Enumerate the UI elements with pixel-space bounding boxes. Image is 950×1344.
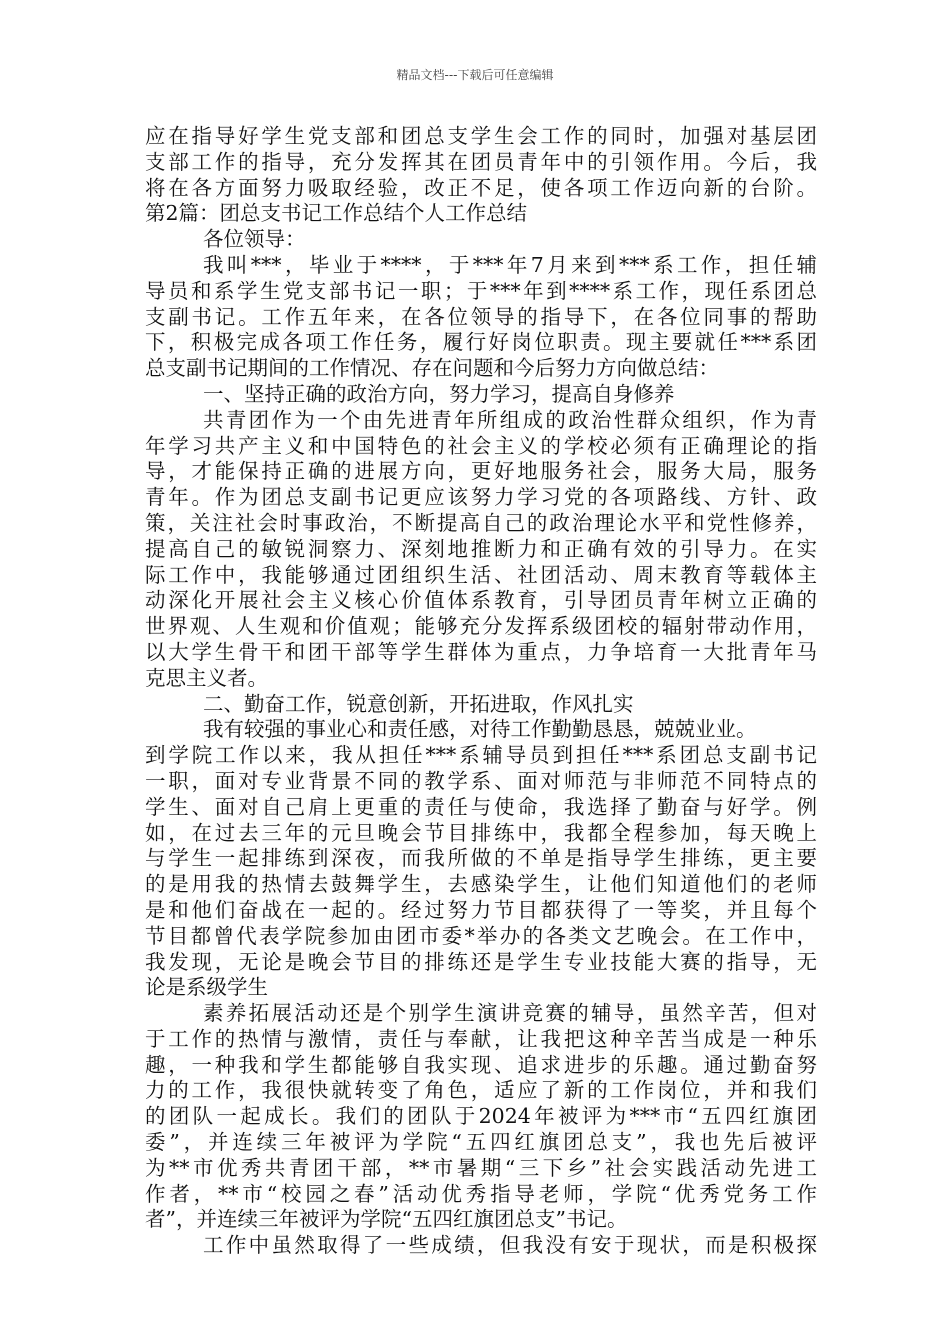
text-line: 一、坚持正确的政治方向，努力学习，提高自身修养	[203, 381, 675, 406]
text-line: 与学生一起排练到深夜，而我所做的不单是指导学生排练，更主要	[145, 846, 817, 871]
text-line: 导，才能保持正确的进展方向，更好地服务社会，服务大局，服务	[145, 459, 817, 484]
text-line: 工作中虽然取得了一些成绩，但我没有安于现状，而是积极探	[203, 1233, 817, 1258]
document-body	[145, 124, 817, 1259]
text-line: 力的工作，我很快就转变了角色，适应了新的工作岗位，并和我们	[145, 1078, 817, 1103]
text-line: 二、勤奋工作，锐意创新，开拓进取，作风扎实	[203, 691, 634, 716]
text-line: 提高自己的敏锐洞察力、深刻地推断力和正确有效的引导力。在实	[145, 536, 817, 561]
text-line: 下，积极完成各项工作任务，履行好岗位职责。现主要就任***系团	[145, 330, 817, 355]
text-line: 以大学生骨干和团干部等学生群体为重点，力争培育一大批青年马	[145, 639, 817, 664]
text-line: 者”，并连续三年被评为学院“五四红旗团总支”书记。	[145, 1207, 628, 1232]
text-line: 的是用我的热情去鼓舞学生，去感染学生，让他们知道他们的老师	[145, 872, 817, 897]
text-line: 青年。作为团总支副书记更应该努力学习党的各项路线、方针、政	[145, 485, 817, 510]
text-line: 素养拓展活动还是个别学生演讲竞赛的辅导，虽然辛苦，但对	[203, 1001, 817, 1026]
text-line: 是和他们奋战在一起的。经过努力节目都获得了一等奖，并且每个	[145, 897, 817, 922]
text-line: 共青团作为一个由先进青年所组成的政治性群众组织，作为青	[203, 407, 817, 432]
text-line: 趣，一种我和学生都能够自我实现、追求进步的乐趣。通过勤奋努	[145, 1052, 817, 1077]
text-line: 为**市优秀共青团干部，**市暑期“三下乡”社会实践活动先进工	[145, 1155, 817, 1180]
text-line: 世界观、人生观和价值观；能够充分发挥系级团校的辐射带动作用，	[145, 614, 817, 639]
text-line: 节目都曾代表学院参加由团市委*举办的各类文艺晚会。在工作中，	[145, 923, 817, 948]
text-line: 我发现，无论是晚会节目的排练还是学生专业技能大赛的指导，无	[145, 949, 817, 974]
text-line: 策，关注社会时事政治，不断提高自己的政治理论水平和党性修养，	[145, 510, 817, 535]
text-line: 支副书记。工作五年来，在各位领导的指导下，在各位同事的帮助	[145, 304, 817, 329]
text-line: 作者，**市“校园之春”活动优秀指导老师，学院“优秀党务工作	[145, 1181, 817, 1206]
text-line: 际工作中，我能够通过团组织生活、社团活动、周末教育等载体主	[145, 562, 817, 587]
text-line: 第2篇：团总支书记工作总结个人工作总结	[145, 201, 528, 226]
text-line: 导员和系学生党支部书记一职；于***年到****系工作，现任系团总	[145, 278, 817, 303]
text-line: 委”，并连续三年被评为学院“五四红旗团总支”，我也先后被评	[145, 1130, 817, 1155]
text-line: 将在各方面努力吸取经验，改正不足，使各项工作迈向新的台阶。	[145, 175, 817, 200]
text-line: 学生、面对自己肩上更重的责任与使命，我选择了勤奋与好学。例	[145, 794, 817, 819]
text-line: 于工作的热情与激情，责任与奉献，让我把这种辛苦当成是一种乐	[145, 1026, 817, 1051]
text-line: 到学院工作以来，我从担任***系辅导员到担任***系团总支副书记	[145, 743, 817, 768]
page-header: 精品文档---下载后可任意编辑	[396, 68, 554, 82]
text-line: 的团队一起成长。我们的团队于2024年被评为***市“五四红旗团	[145, 1104, 817, 1129]
text-line: 克思主义者。	[145, 665, 268, 690]
text-line: 动深化开展社会主义核心价值体系教育，引导团员青年树立正确的	[145, 588, 817, 613]
text-line: 如，在过去三年的元旦晚会节目排练中，我都全程参加，每天晚上	[145, 820, 817, 845]
text-line: 支部工作的指导，充分发挥其在团员青年中的引领作用。今后，我	[145, 149, 817, 174]
text-line: 我叫***，毕业于****，于***年7月来到***系工作，担任辅	[203, 252, 817, 277]
text-line: 总支副书记期间的工作情况、存在问题和今后努力方向做总结：	[145, 356, 719, 381]
text-line: 我有较强的事业心和责任感，对待工作勤勤恳恳，兢兢业业。	[203, 717, 757, 742]
text-line: 应在指导好学生党支部和团总支学生会工作的同时，加强对基层团	[145, 124, 817, 148]
text-line: 各位领导：	[203, 227, 306, 252]
text-line: 年学习共产主义和中国特色的社会主义的学校必须有正确理论的指	[145, 433, 817, 458]
text-line: 一职，面对专业背景不同的教学系、面对师范与非师范不同特点的	[145, 768, 817, 793]
text-line: 论是系级学生	[145, 975, 268, 1000]
